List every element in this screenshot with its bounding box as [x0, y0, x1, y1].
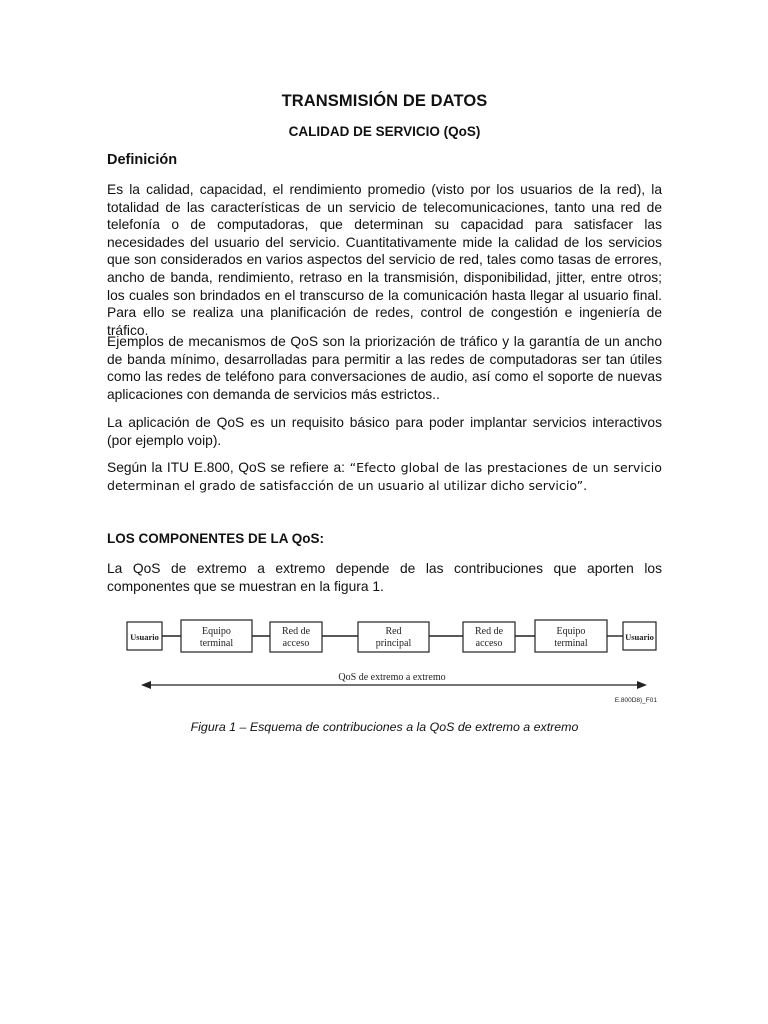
- arrow-label: QoS de extremo a extremo: [338, 672, 446, 683]
- components-heading: LOS COMPONENTES DE LA QoS:: [107, 531, 325, 546]
- itu-quote: “Efecto global de las prestaciones de un servicio determinan el grado de satisfacción de un usuario al utilizar dicho servicio”.: [107, 460, 662, 493]
- document-title: TRANSMISIÓN DE DATOS: [281, 92, 488, 110]
- qos-diagram: [126, 616, 660, 706]
- figure-id: E.800D8)_F01: [614, 697, 657, 704]
- definition-heading: Definición: [107, 152, 178, 168]
- figure-caption: Figura 1 – Esquema de contribuciones a la QoS de extremo a extremo: [190, 720, 579, 734]
- itu-lead-text: Según la ITU E.800, QoS se refiere a:: [107, 460, 350, 475]
- node-label-line2: terminal: [199, 638, 234, 649]
- paragraph-examples: Ejemplos de mecanismos de QoS son la priorización de tráfico y la garantía de un ancho de banda mínimo, desarrolladas para permitir a las redes de computadoras ser tan útiles como las redes de teléfono para conversaciones de audio, así como el soporte de nuevas aplicaciones con demanda de servicios más estrictos..: [107, 334, 662, 402]
- node-label-line2: acceso: [475, 638, 503, 649]
- paragraph-components: La QoS de extremo a extremo depende de las contribuciones que aporten los componentes que se muestran en la figura 1.: [107, 561, 662, 594]
- node-label-line1: Equipo: [556, 626, 586, 637]
- node-label-line1: Red de: [474, 626, 504, 637]
- diagram-node-user-right: [623, 622, 656, 650]
- diagram-node-access-left: [270, 622, 322, 652]
- diagram-node-core-network: [358, 622, 429, 652]
- node-label-line1: Red de: [281, 626, 311, 637]
- node-label-line2: terminal: [554, 638, 588, 649]
- paragraph-itu: [107, 459, 662, 494]
- node-label-line1: Usuario: [625, 632, 654, 642]
- diagram-node-user-left: [127, 622, 162, 650]
- paragraph-definition: Es la calidad, capacidad, el rendimiento promedio (visto por los usuarios de la red), la totalidad de las características de un servicio de telecomunicaciones, tanto una red de telefonía o de computadoras, que determinan su capacidad para satisfacer las necesidades del usuario del servicio. Cuantitativamente mide la calidad de los servicios que son considerados en varios aspectos del servicio de red, tales como tasas de errores, ancho de banda, rendimiento, retraso en la transmisión, disponibilidad, jitter, entre otros; los cuales son brindados en el transcurso de la comunicación hasta llegar al usuario final. Para ello se realiza una planificación de redes, control de congestión e ingeniería de tráfico.: [107, 182, 662, 338]
- node-label-line2: principal: [375, 638, 412, 649]
- node-label-line1: Equipo: [202, 626, 231, 637]
- document-subtitle: CALIDAD DE SERVICIO (QoS): [288, 124, 481, 139]
- node-label-line1: Red: [385, 626, 402, 637]
- diagram-node-access-right: [463, 622, 515, 652]
- diagram-node-terminal-right: [535, 620, 607, 652]
- node-label-line1: Usuario: [130, 632, 159, 642]
- diagram-node-terminal-left: [181, 620, 252, 652]
- node-label-line2: acceso: [282, 638, 310, 649]
- paragraph-application: La aplicación de QoS es un requisito básico para poder implantar servicios interactivos (por ejemplo voip).: [107, 415, 662, 448]
